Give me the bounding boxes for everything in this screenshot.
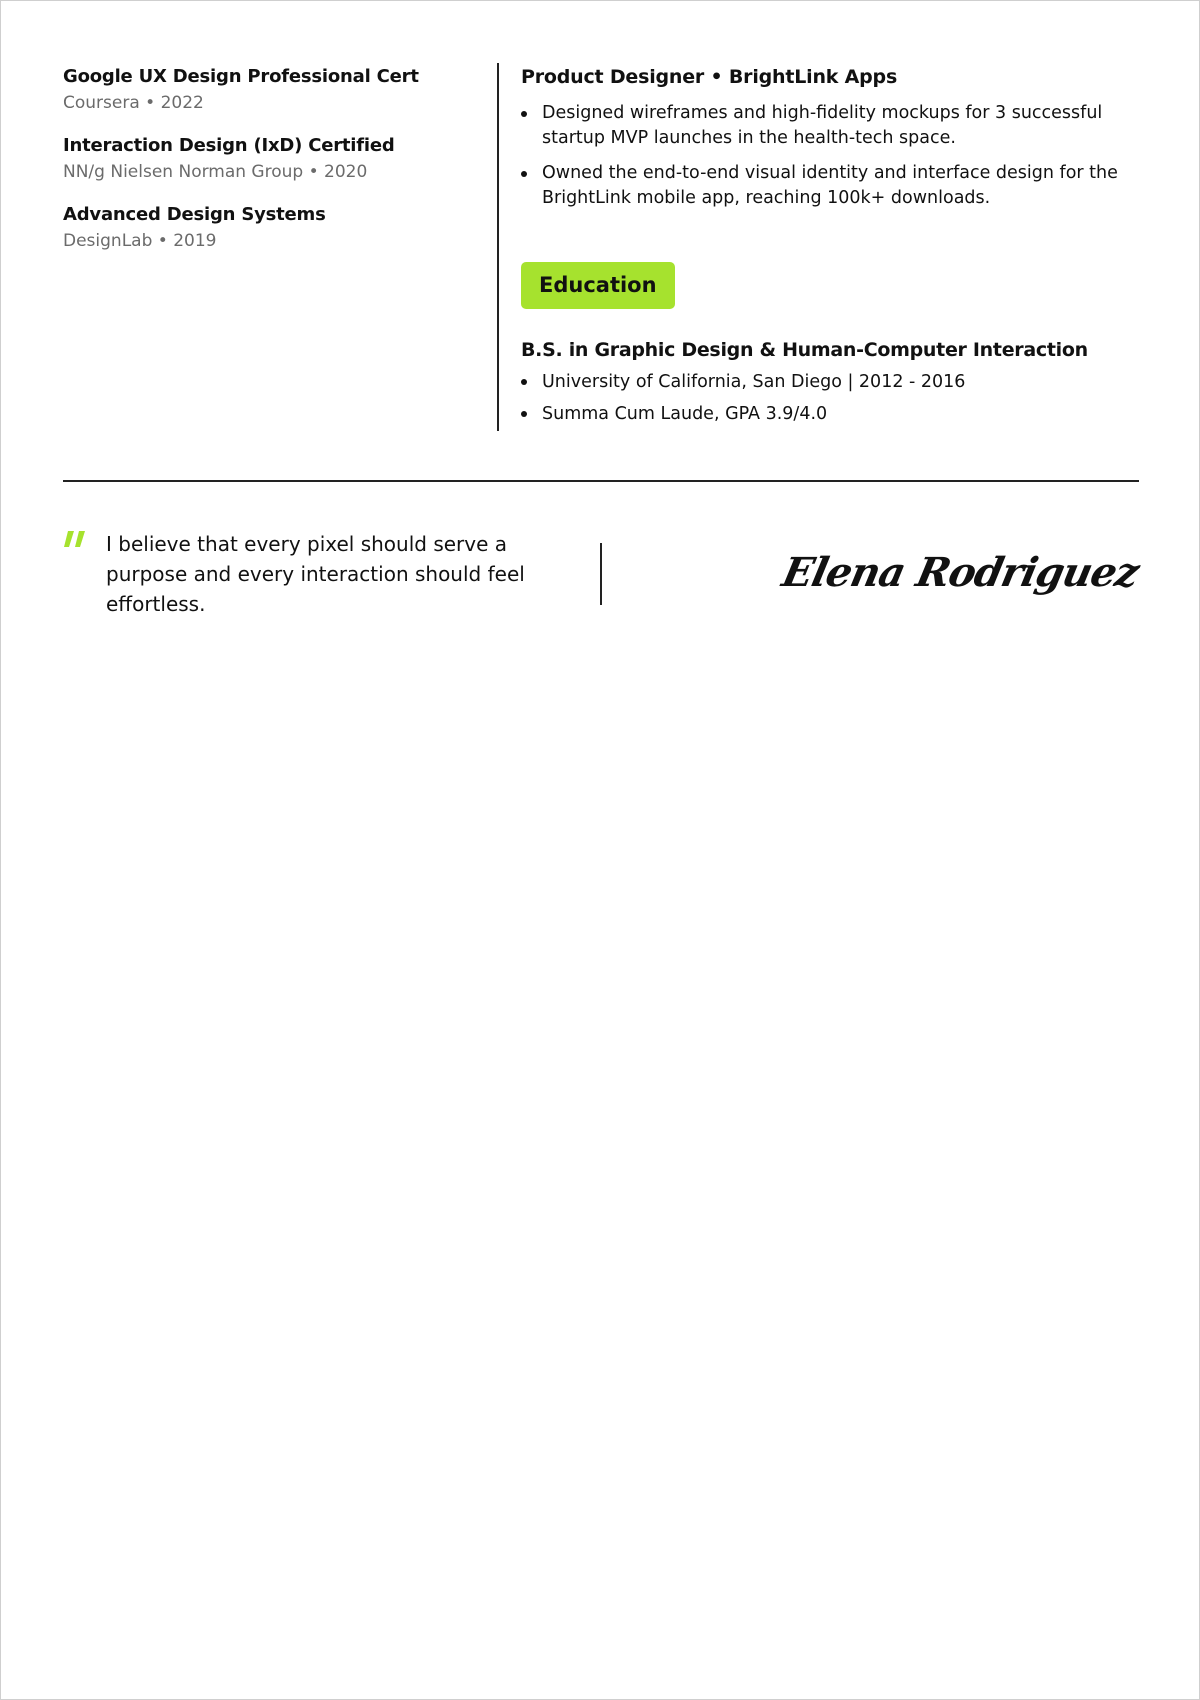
column-divider xyxy=(497,63,499,431)
degree-title: B.S. in Graphic Design & Human-Computer Interaction xyxy=(521,339,1088,361)
footer-divider xyxy=(600,543,602,605)
education-bullets xyxy=(521,370,1141,426)
list-item: Summa Cum Laude, GPA 3.9/4.0 xyxy=(521,402,1141,426)
certification-title: Google UX Design Professional Cert xyxy=(63,66,419,87)
list-item: Designed wireframes and high-fidelity mockups for 3 successful startup MVP launches in the health-tech space. xyxy=(521,101,1141,151)
experience-bullets xyxy=(521,101,1141,211)
personal-quote: I believe that every pixel should serve a purpose and every interaction should feel effortless. xyxy=(106,532,525,616)
certification-item xyxy=(63,201,483,254)
education-section-badge: Education xyxy=(521,262,675,309)
certification-meta: NN/g Nielsen Norman Group • 2020 xyxy=(63,162,368,182)
certification-meta: Coursera • 2022 xyxy=(63,93,204,113)
signature: Elena Rodriguez xyxy=(777,549,1143,596)
section-divider xyxy=(63,480,1139,482)
list-item: Owned the end-to-end visual identity and interface design for the BrightLink mobile app, reaching 100k+ downloads. xyxy=(521,161,1141,211)
certification-meta: DesignLab • 2019 xyxy=(63,231,217,251)
quote-icon xyxy=(63,529,89,549)
certification-item xyxy=(63,63,483,116)
certification-item xyxy=(63,132,483,185)
certifications-column xyxy=(63,63,483,270)
job-title: Product Designer • BrightLink Apps xyxy=(521,66,898,88)
list-item: University of California, San Diego | 2012 - 2016 xyxy=(521,370,1141,394)
certification-title: Advanced Design Systems xyxy=(63,204,326,225)
certification-title: Interaction Design (IxD) Certified xyxy=(63,135,395,156)
main-column xyxy=(521,63,1141,434)
